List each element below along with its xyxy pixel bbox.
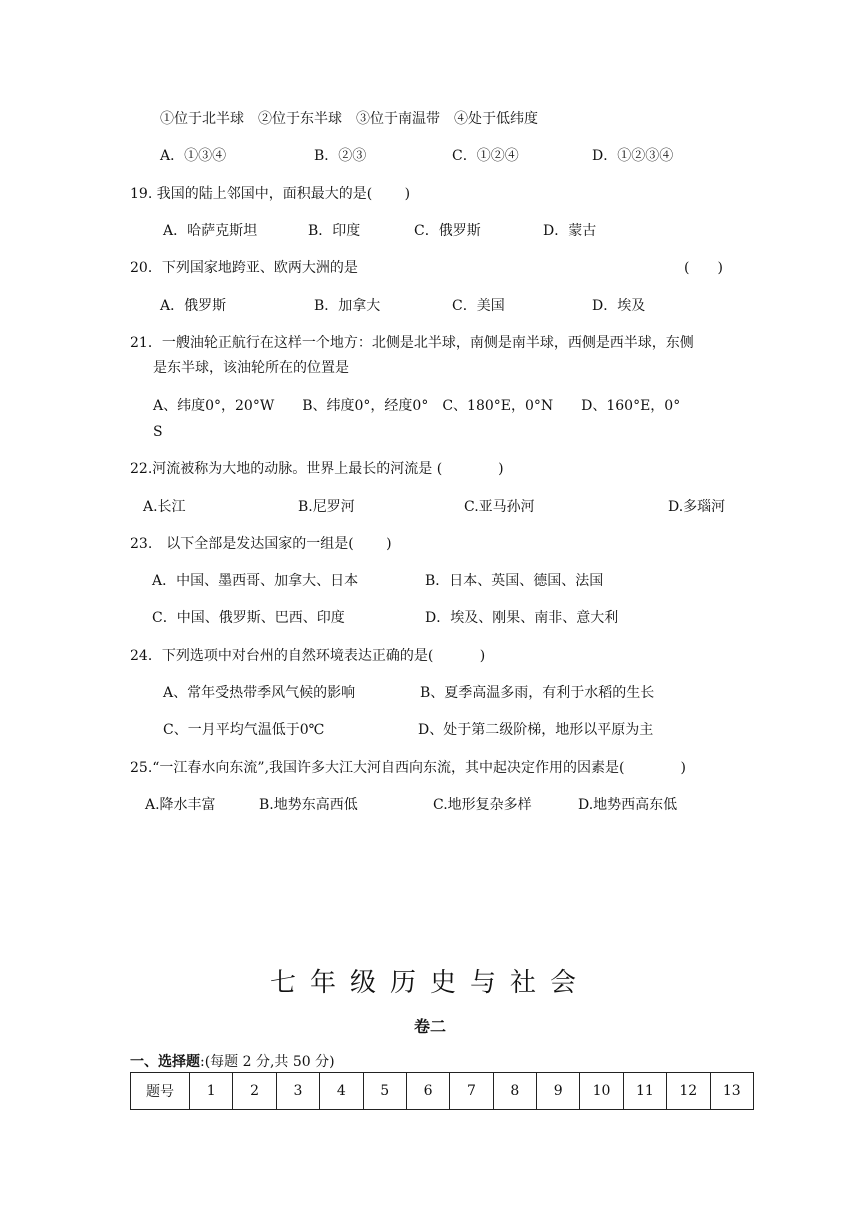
q18-option-b: B．②③ [314, 148, 367, 164]
q19-stem: 19. 我国的陆上邻国中，面积最大的是( ) [130, 186, 411, 202]
q24-option-b: B、夏季高温多雨，有利于水稻的生长 [420, 685, 655, 701]
table-row [131, 1073, 754, 1110]
q20-stem: 20．下列国家地跨亚、欧两大洲的是 [130, 260, 358, 276]
q25-option-b: B.地势东高西低 [259, 797, 358, 813]
q25-option-c: C.地形复杂多样 [433, 797, 532, 813]
table-cell: 10 [580, 1073, 623, 1110]
q18-option-d: D．①②③④ [592, 148, 674, 164]
q21-stem-line1: 21．一艘油轮正航行在这样一个地方：北侧是北半球，南侧是南半球，西侧是西半球，东侧 [130, 335, 694, 351]
q22-option-b: B.尼罗河 [298, 499, 355, 515]
table-cell: 4 [320, 1073, 363, 1110]
q20-option-a: A．俄罗斯 [160, 298, 227, 314]
q20-option-b: B．加拿大 [314, 298, 381, 314]
q18-option-a: A．①③④ [160, 148, 227, 164]
table-cell: 13 [710, 1073, 754, 1110]
q20-option-d: D．埃及 [592, 298, 646, 314]
table-cell: 2 [233, 1073, 276, 1110]
section-note: :(每题 2 分,共 50 分) [200, 1054, 335, 1070]
q24-stem: 24．下列选项中对台州的自然环境表达正确的是( ) [130, 648, 486, 664]
exam-title: 七年级历史与社会 [269, 968, 590, 998]
q20-option-c: C．美国 [452, 298, 505, 314]
q19-option-c: C．俄罗斯 [414, 223, 481, 239]
q24-option-a: A、常年受热带季风气候的影响 [163, 685, 356, 701]
table-cell: 6 [406, 1073, 449, 1110]
q19-option-b: B．印度 [308, 223, 361, 239]
answer-table [130, 1072, 754, 1110]
q18-option-c: C．①②④ [452, 148, 519, 164]
q22-option-c: C.亚马孙河 [464, 499, 535, 515]
q23-option-d: D．埃及、刚果、南非、意大利 [425, 610, 619, 626]
table-cell: 11 [623, 1073, 666, 1110]
exam-subtitle: 卷二 [413, 1017, 446, 1036]
q23-option-b: B．日本、英国、德国、法国 [425, 573, 604, 589]
q24-option-c: C、一月平均气温低于0℃ [163, 722, 325, 738]
table-cell: 1 [190, 1073, 233, 1110]
q19-option-d: D．蒙古 [543, 223, 597, 239]
q21-options: A、纬度0°，20°W B、纬度0°，经度0° C、180°E，0°N D、160°E，0° [153, 398, 681, 414]
q22-option-a: A.长江 [143, 499, 186, 515]
q23-stem: 23. 以下全部是发达国家的一组是( ) [130, 536, 392, 552]
table-cell: 12 [667, 1073, 710, 1110]
q25-option-a: A.降水丰富 [145, 797, 216, 813]
table-cell: 7 [450, 1073, 493, 1110]
q19-option-a: A．哈萨克斯坦 [163, 223, 258, 239]
table-cell: 5 [363, 1073, 406, 1110]
table-cell: 9 [537, 1073, 580, 1110]
q22-option-d: D.多瑙河 [668, 499, 726, 515]
section-label: 一、选择题 [130, 1054, 200, 1070]
q24-option-d: D、处于第二级阶梯，地形以平原为主 [418, 722, 654, 738]
q23-option-a: A．中国、墨西哥、加拿大、日本 [152, 573, 359, 589]
table-header-cell: 题号 [131, 1073, 190, 1110]
section-heading [130, 1051, 335, 1071]
table-cell: 8 [493, 1073, 536, 1110]
q20-answer-paren: ( ) [684, 260, 723, 276]
q18-statements: ①位于北半球 ②位于东半球 ③位于南温带 ④处于低纬度 [160, 111, 538, 127]
q25-option-d: D.地势西高东低 [578, 797, 678, 813]
table-cell: 3 [276, 1073, 319, 1110]
q21-options-wrap: S [153, 424, 163, 440]
q25-stem: 25.“一江春水向东流”,我国许多大江大河自西向东流，其中起决定作用的因素是( ) [130, 760, 686, 776]
q21-stem-line2: 是东半球，该油轮所在的位置是 [153, 360, 349, 376]
q23-option-c: C．中国、俄罗斯、巴西、印度 [152, 610, 345, 626]
q22-stem: 22.河流被称为大地的动脉。世界上最长的河流是 ( ) [130, 461, 504, 477]
